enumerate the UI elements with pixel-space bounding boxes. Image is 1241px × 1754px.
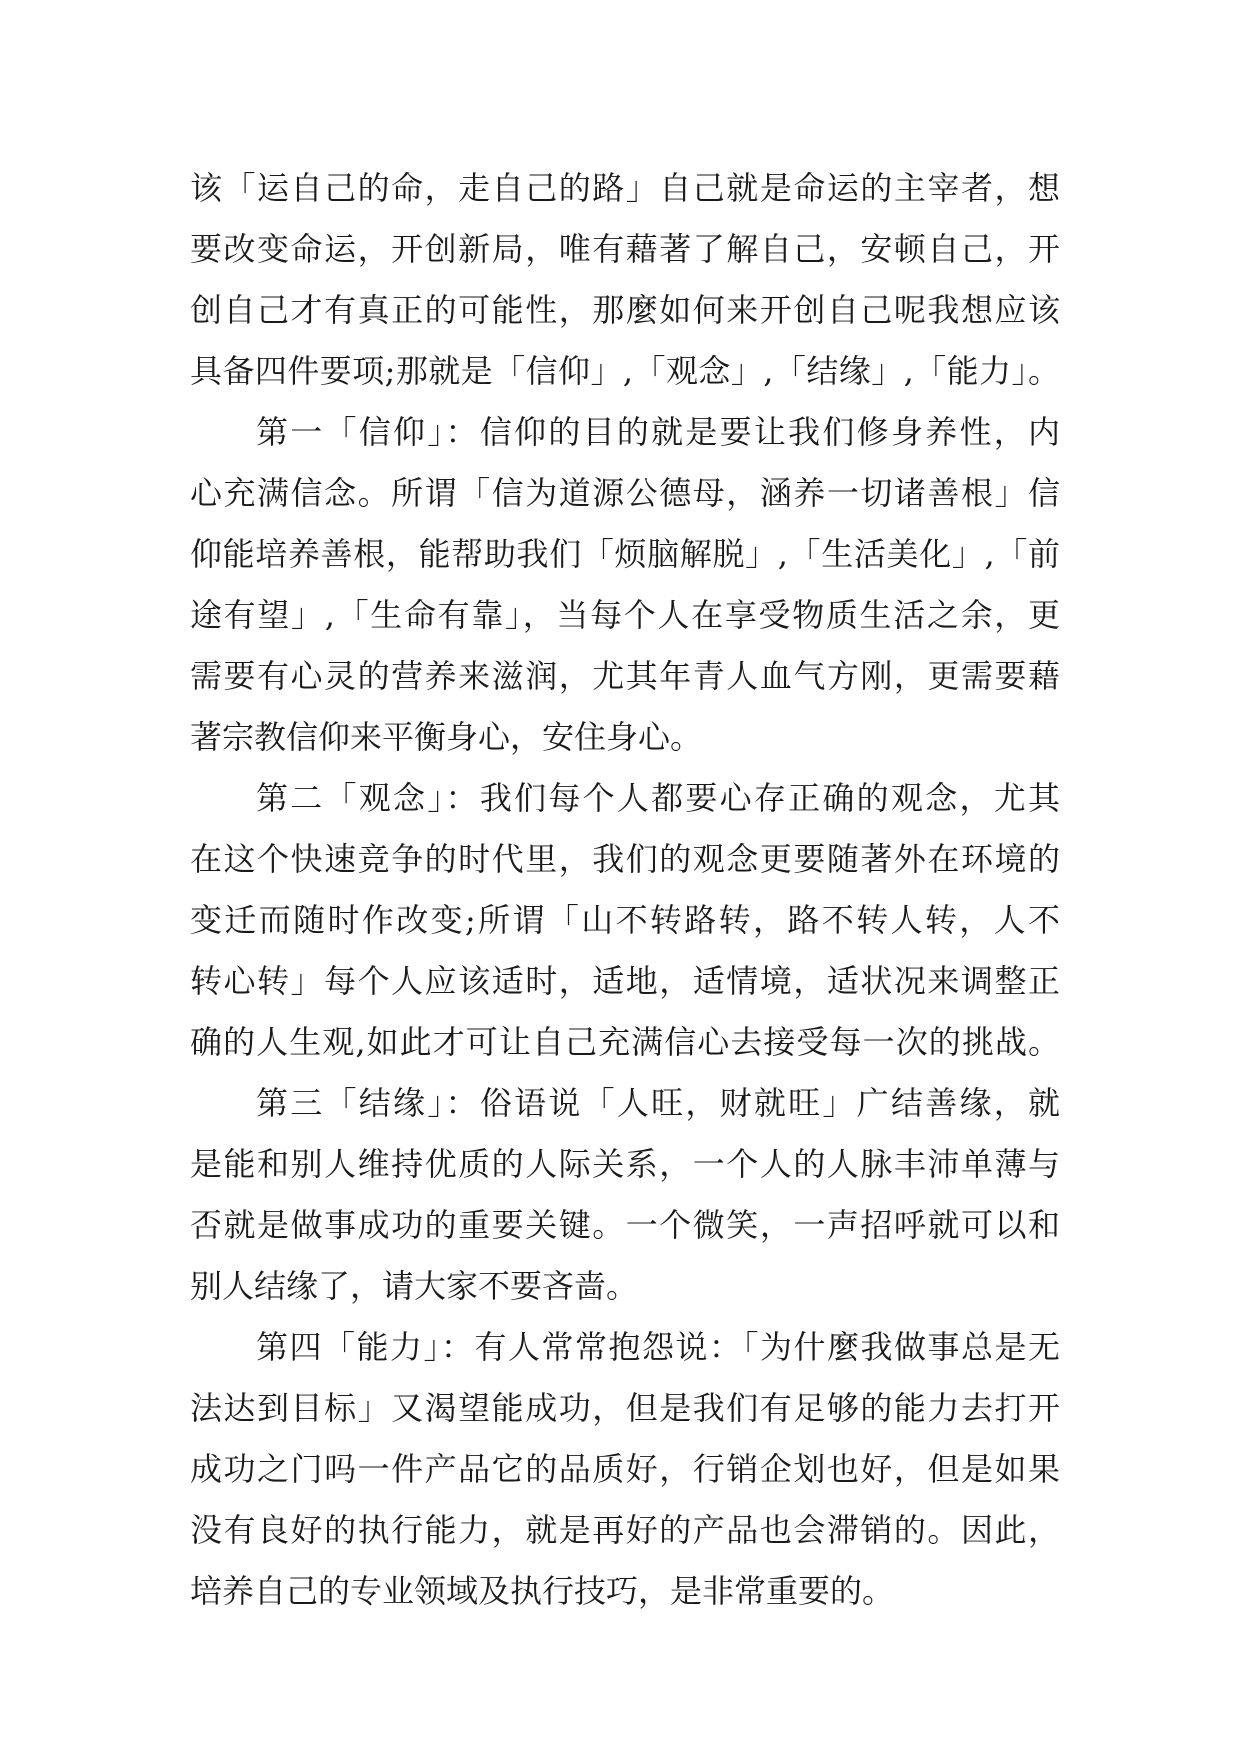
text-line: 仰能培养善根，能帮助我们「烦脑解脱」,「生活美化」,「前: [190, 535, 1060, 573]
paragraph-first-line: 第一「信仰」：信仰的目的就是要让我们修身养性，内: [256, 413, 1060, 451]
text-line: 需要有心灵的营养来滋润，尤其年青人血气方刚，更需要藉: [190, 657, 1060, 695]
paragraph-first-line: 第二「观念」：我们每个人都要心存正确的观念，尤其: [256, 779, 1060, 817]
body-text: [190, 158, 1060, 1622]
text-line: 变迁而随时作改变;所谓「山不转路转，路不转人转，人不: [190, 901, 1060, 939]
text-line: 具备四件要项;那就是「信仰」,「观念」,「结缘」,「能力」。: [190, 352, 1060, 390]
text-line: 要改变命运，开创新局，唯有藉著了解自己，安顿自己，开: [190, 230, 1060, 268]
paragraph-first-line: 第四「能力」：有人常常抱怨说：「为什麼我做事总是无: [256, 1328, 1060, 1366]
text-line: 没有良好的执行能力，就是再好的产品也会滞销的。因此，: [190, 1511, 1060, 1549]
text-line: 培养自己的专业领域及执行技巧，是非常重要的。: [190, 1572, 895, 1610]
paragraph-first-line: 第三「结缘」：俗语说「人旺，财就旺」广结善缘，就: [256, 1084, 1060, 1122]
text-line: 途有望」,「生命有靠」，当每个人在享受物质生活之余，更: [190, 596, 1060, 634]
text-line: 转心转」每个人应该适时，适地，适情境，适状况来调整正: [190, 962, 1060, 1000]
text-line: 心充满信念。所谓「信为道源公德母，涵养一切诸善根」信: [190, 474, 1060, 512]
text-line: 确的人生观,如此才可让自己充满信心去接受每一次的挑战。: [190, 1023, 1060, 1061]
text-line: 在这个快速竞争的时代里，我们的观念更要随著外在环境的: [190, 840, 1060, 878]
text-line: 是能和别人维持优质的人际关系，一个人的人脉丰沛单薄与: [190, 1145, 1060, 1183]
text-line: 法达到目标」又渴望能成功，但是我们有足够的能力去打开: [190, 1389, 1060, 1427]
text-line: 创自己才有真正的可能性，那麼如何来开创自己呢我想应该: [190, 291, 1060, 329]
text-line: 著宗教信仰来平衡身心，安住身心。: [190, 718, 703, 756]
text-line: 否就是做事成功的重要关键。一个微笑，一声招呼就可以和: [190, 1206, 1060, 1244]
text-line: 别人结缘了，请大家不要吝啬。: [190, 1267, 639, 1305]
text-line: 该「运自己的命，走自己的路」自己就是命运的主宰者，想: [190, 169, 1060, 207]
text-line: 成功之门吗一件产品它的品质好，行销企划也好，但是如果: [190, 1450, 1060, 1488]
